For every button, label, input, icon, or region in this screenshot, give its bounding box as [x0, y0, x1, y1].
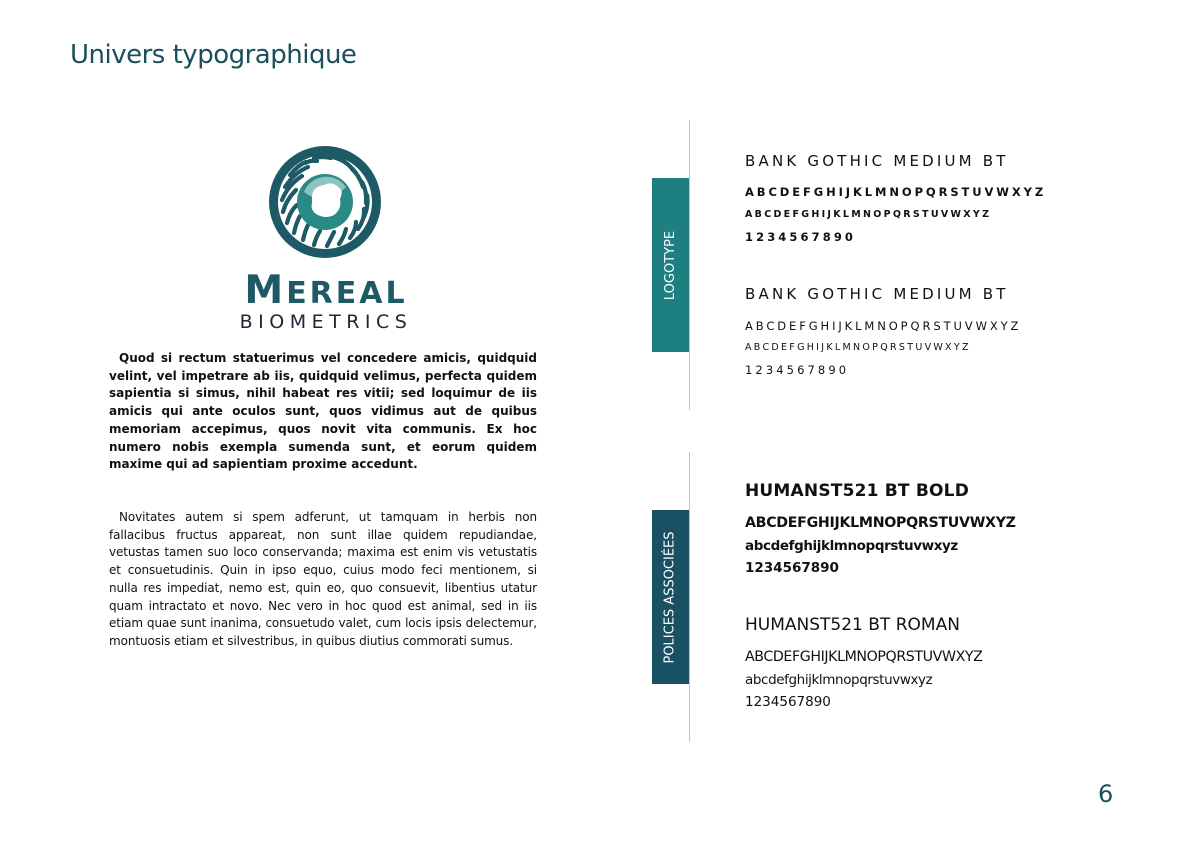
tab-polices-associees [652, 510, 689, 684]
tab-logotype-label: LOGOTYPE [663, 230, 679, 300]
divider-logotype [689, 120, 690, 410]
font-uppercase: ABCDEFGHIJKLMNOPQRSTUVWXYZ [745, 319, 1022, 333]
font-name: HUMANST521 BT ROMAN [745, 615, 960, 635]
font-lowercase: abcdefghijklmnopqrstuvwxyz [745, 672, 933, 688]
page-title: Univers typographique [70, 40, 357, 70]
tab-polices-label: POLICES ASSOCIÉES [663, 530, 679, 664]
font-name: HUMANST521 BT BOLD [745, 481, 970, 501]
divider-polices [689, 452, 690, 742]
font-name: BANK GOTHIC MEDIUM BT [745, 152, 1009, 170]
font-uppercase: ABCDEFGHIJKLMNOPQRSTUVWXYZ [745, 185, 1047, 199]
font-numbers: 1234567890 [745, 230, 857, 244]
font-uppercase: ABCDEFGHIJKLMNOPQRSTUVWXYZ [745, 649, 983, 665]
font-lowercase: abcdefghijklmnopqrstuvwxyz [745, 538, 958, 554]
tab-logotype [652, 178, 689, 352]
body-paragraph-bold: Quod si rectum statuerimus vel concedere amicis, quidquid velint, vel impetrare ab iis, quidquid velimus, perfecta quidem sapientia si simus, nihil habeat res vitii; sed loquimur de iis amicis qui ante oculos sunt, quos vidimus aut de quibus memoriam accepimus, quos novit vita communis. Ex hoc numero nobis exempla sumenda sunt, et eorum quidem maxime qui ad sapientiam proxime accedunt. [109, 351, 537, 472]
logo-tagline: BIOMETRICS [239, 311, 413, 333]
font-numbers: 1234567890 [745, 363, 850, 377]
font-small-caps: ABCDEFGHIJKLMNOPQRSTUVWXYZ [745, 209, 992, 220]
font-numbers: 1234567890 [745, 560, 839, 576]
font-uppercase: ABCDEFGHIJKLMNOPQRSTUVWXYZ [745, 515, 1016, 531]
body-paragraph-roman: Novitates autem si spem adferunt, ut tamquam in herbis non fallacibus fructus appareat, non sunt illae quidem repudiandae, vetustas tamen suo loco conservanda; maxima est enim vis vetustatis et consuetudinis. Quin in ipso equo, cuius modo feci mentionem, si nulla res impediat, nemo est, quin eo, quo consuevit, libentius utatur quam intractato et novo. Nec vero in hoc quod est animal, sed in iis etiam quae sunt inanima, consuetudo valet, cum locis ipsis delectemur, montuosis etiam et silvestribus, in quibus diutius commorati sumus. [109, 510, 537, 648]
fingerprint-eye-icon [268, 145, 382, 259]
font-small-caps: ABCDEFGHIJKLMNOPQRSTUVWXYZ [745, 342, 971, 353]
logo-wordmark: MEREAL [244, 268, 408, 313]
font-numbers: 1234567890 [745, 694, 831, 710]
font-name: BANK GOTHIC MEDIUM BT [745, 285, 1009, 303]
mereal-logo [200, 143, 452, 333]
page-number: 6 [1098, 780, 1114, 808]
